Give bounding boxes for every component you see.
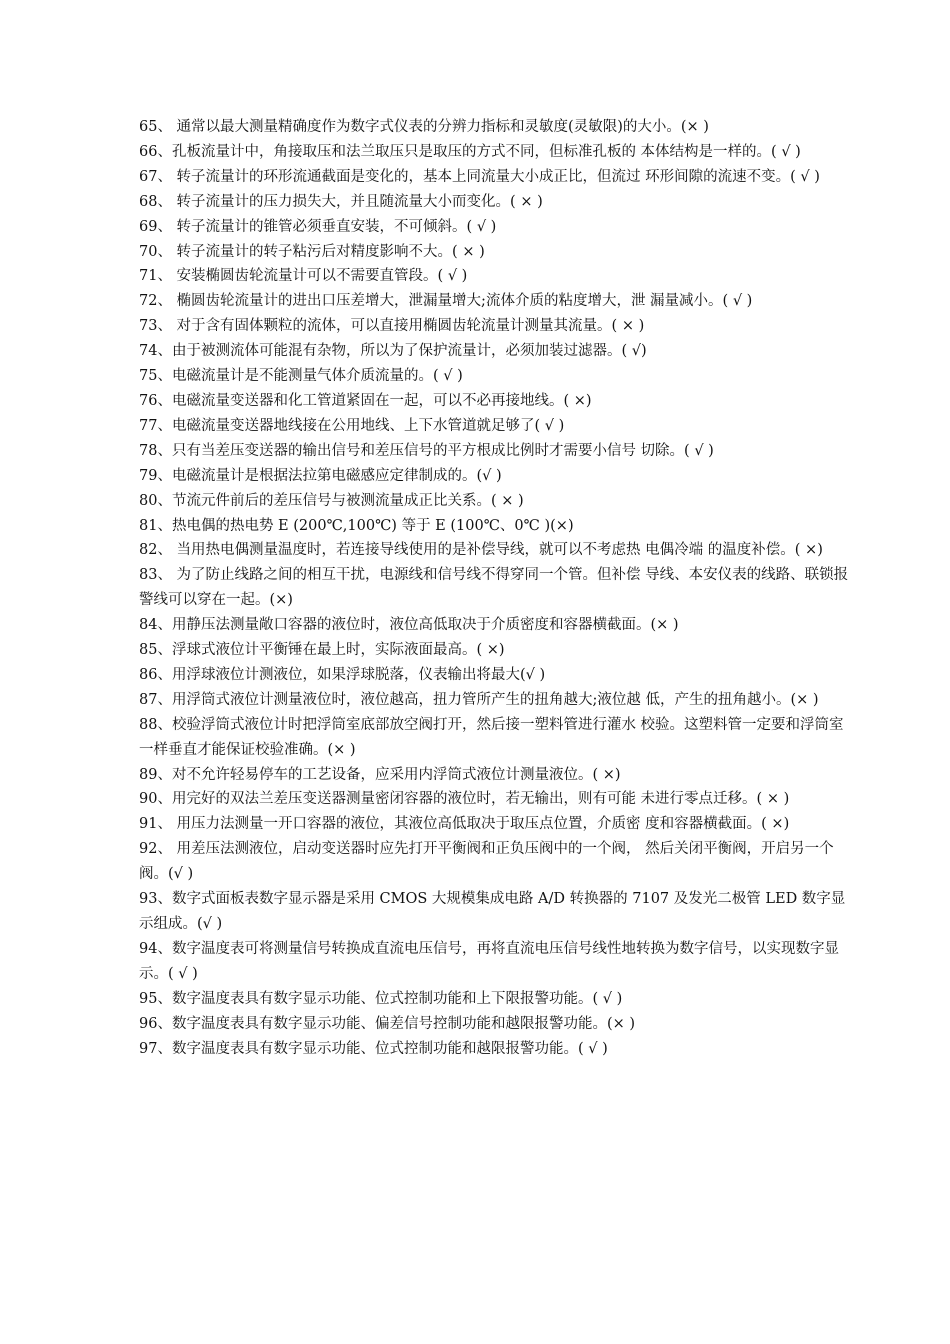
- question-item-93: 93、数字式面板表数字显示器是采用 CMOS 大规模集成电路 A/D 转换器的 7107 及发光二极管 LED 数字显示组成。(√ ): [139, 891, 846, 932]
- question-item-71: 71、 安装椭圆齿轮流量计可以不需要直管段。( √ ): [139, 268, 468, 285]
- question-item-92: 92、 用差压法测液位，启动变送器时应先打开平衡阀和正负压阀中的一个阀， 然后关闭平衡阀，开启另一个阀。(√ ): [139, 841, 834, 883]
- question-item-74: 74、由于被测流体可能混有杂物，所以为了保护流量计，必须加装过滤器。( √): [139, 343, 647, 360]
- question-item-96: 96、数字温度表具有数字显示功能、偏差信号控制功能和越限报警功能。(× ): [139, 1015, 636, 1032]
- question-item-97: 97、数字温度表具有数字显示功能、位式控制功能和越限报警功能。( √ ): [139, 1040, 608, 1057]
- question-item-68: 68、 转子流量计的压力损失大，并且随流量大小而变化。( × ): [139, 193, 543, 210]
- question-item-88: 88、校验浮筒式液位计时把浮筒室底部放空阀打开，然后接一塑料管进行灌水 校验。这塑料管一定要和浮筒室一样垂直才能保证校验准确。(× ): [139, 716, 844, 758]
- question-item-72: 72、 椭圆齿轮流量计的进出口压差增大，泄漏量增大;流体介质的粘度增大，泄 漏量减小。( √ ): [139, 293, 753, 310]
- question-item-95: 95、数字温度表具有数字显示功能、位式控制功能和上下限报警功能。( √ ): [139, 990, 623, 1007]
- question-item-78: 78、只有当差压变送器的输出信号和差压信号的平方根成比例时才需要小信号 切除。( √ ): [139, 442, 714, 459]
- question-item-94: 94、数字温度表可将测量信号转换成直流电压信号，再将直流电压信号线性地转换为数字信号，以实现数字显示。( √ ): [139, 940, 839, 982]
- question-item-83: 83、 为了防止线路之间的相互干扰，电源线和信号线不得穿同一个管。但补偿 导线、本安仪表的线路、联锁报警线可以穿在一起。(×): [139, 567, 849, 609]
- question-item-87: 87、用浮筒式液位计测量液位时，液位越高，扭力管所产生的扭角越大;液位越 低，产生的扭角越小。(× ): [139, 691, 819, 708]
- document-body: [139, 115, 857, 1061]
- question-item-84: 84、用静压法测量敞口容器的液位时，液位高低取决于介质密度和容器横截面。(× ): [139, 617, 679, 634]
- question-item-66: 66、孔板流量计中，角接取压和法兰取压只是取压的方式不同，但标准孔板的 本体结构是一样的。( √ ): [139, 143, 801, 160]
- question-item-77: 77、电磁流量变送器地线接在公用地线、上下水管道就足够了( √ ): [139, 417, 565, 434]
- question-item-67: 67、 转子流量计的环形流通截面是变化的，基本上同流量大小成正比，但流过 环形间隙的流速不变。( √ ): [139, 168, 820, 185]
- question-item-80: 80、节流元件前后的差压信号与被测流量成正比关系。( × ): [139, 492, 524, 509]
- question-item-89: 89、对不允许轻易停车的工艺设备，应采用内浮筒式液位计测量液位。( ×): [139, 766, 621, 783]
- question-item-82: 82、 当用热电偶测量温度时，若连接导线使用的是补偿导线，就可以不考虑热 电偶冷端 的温度补偿。( ×): [139, 542, 823, 559]
- question-item-65: 65、 通常以最大测量精确度作为数字式仪表的分辨力指标和灵敏度(灵敏限)的大小。(× ): [139, 119, 709, 135]
- question-item-75: 75、电磁流量计是不能测量气体介质流量的。( √ ): [139, 368, 463, 385]
- question-item-79: 79、电磁流量计是根据法拉第电磁感应定律制成的。(√ ): [139, 467, 502, 484]
- question-item-86: 86、用浮球液位计测液位，如果浮球脱落，仪表输出将最大(√ ): [139, 666, 546, 683]
- question-item-81: 81、热电偶的热电势 E (200℃,100℃) 等于 E (100℃、0℃ )(×): [139, 517, 574, 534]
- question-item-70: 70、 转子流量计的转子粘污后对精度影响不大。( × ): [139, 243, 485, 260]
- question-item-85: 85、浮球式液位计平衡锤在最上时，实际液面最高。( ×): [139, 642, 505, 659]
- question-item-73: 73、 对于含有固体颗粒的流体，可以直接用椭圆齿轮流量计测量其流量。( × ): [139, 318, 645, 335]
- question-item-69: 69、 转子流量计的锥管必须垂直安装，不可倾斜。( √ ): [139, 218, 497, 235]
- question-item-76: 76、电磁流量变送器和化工管道紧固在一起，可以不必再接地线。( ×): [139, 392, 592, 409]
- question-item-90: 90、用完好的双法兰差压变送器测量密闭容器的液位时，若无输出，则有可能 未进行零点迁移。( × ): [139, 791, 790, 808]
- question-item-91: 91、 用压力法测量一开口容器的液位，其液位高低取决于取压点位置，介质密 度和容器横截面。( ×): [139, 816, 790, 833]
